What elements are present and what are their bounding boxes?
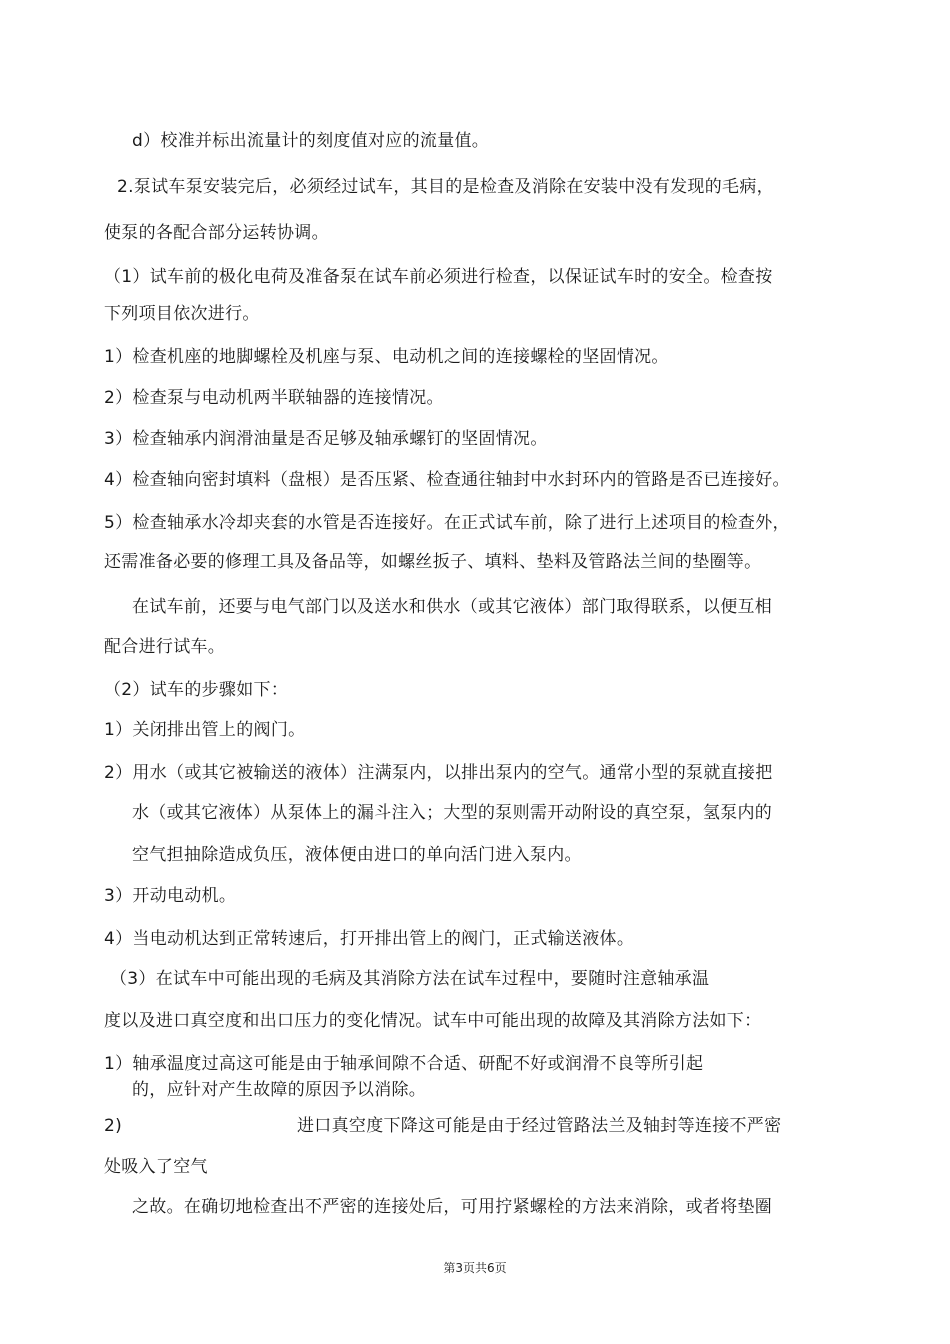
text-line: 空气担抽除造成负压，液体便由进口的单向活门进入泵内。 — [132, 845, 582, 865]
text-line: 1）轴承温度过高这可能是由于轴承间隙不合适、研配不好或润滑不良等所引起 — [104, 1054, 704, 1074]
text-line: 处吸入了空气 — [104, 1157, 208, 1177]
text-line: 水（或其它液体）从泵体上的漏斗注入；大型的泵则需开动附设的真空泵，氢泵内的 — [132, 803, 773, 823]
text-line: （3）在试车中可能出现的毛病及其消除方法在试车过程中，要随时注意轴承温 — [110, 969, 710, 989]
text-line: 使泵的各配合部分运转协调。 — [104, 223, 329, 243]
text-line: 1）关闭排出管上的阀门。 — [104, 720, 306, 740]
text-line: 2) — [104, 1116, 123, 1136]
text-line: 5）检查轴承水冷却夹套的水管是否连接好。在正式试车前，除了进行上述项目的检查外， — [104, 513, 790, 533]
text-line: 2）检查泵与电动机两半联轴器的连接情况。 — [104, 388, 444, 408]
text-line: 之故。在确切地检查出不严密的连接处后，可用拧紧螺栓的方法来消除，或者将垫圈 — [132, 1197, 773, 1217]
text-line: 下列项目依次进行。 — [104, 304, 260, 324]
text-line: 的，应针对产生故障的原因予以消除。 — [132, 1080, 427, 1100]
text-line: 在试车前，还要与电气部门以及送水和供水（或其它液体）部门取得联系，以便互相 — [132, 597, 773, 617]
text-line: 还需准备必要的修理工具及备品等，如螺丝扳子、填料、垫料及管路法兰间的垫圈等。 — [104, 552, 762, 572]
text-line: 度以及进口真空度和出口压力的变化情况。试车中可能出现的故障及其消除方法如下： — [104, 1011, 762, 1031]
text-line: 2）用水（或其它被输送的液体）注满泵内，以排出泵内的空气。通常小型的泵就直接把 — [104, 763, 773, 783]
text-line: 3）开动电动机。 — [104, 886, 237, 906]
text-line: 配合进行试车。 — [104, 637, 226, 657]
text-line: （2）试车的步骤如下： — [104, 680, 289, 700]
page-footer: 第3页共6页 — [443, 1261, 507, 1275]
text-line: （1）试车前的极化电荷及准备泵在试车前必须进行检查，以保证试车时的安全。检查按 — [104, 267, 773, 287]
text-line: d）校准并标出流量计的刻度值对应的流量值。 — [132, 131, 490, 151]
text-line: 1）检查机座的地脚螺栓及机座与泵、电动机之间的连接螺栓的坚固情况。 — [104, 347, 669, 367]
text-line: 进口真空度下降这可能是由于经过管路法兰及轴封等连接不严密 — [297, 1116, 782, 1136]
text-line: 2.泵试车泵安装完后，必须经过试车，其目的是检查及消除在安装中没有发现的毛病， — [117, 177, 774, 197]
text-line: 3）检查轴承内润滑油量是否足够及轴承螺钉的坚固情况。 — [104, 429, 548, 449]
text-line: 4）检查轴向密封填料（盘根）是否压紧、检查通往轴封中水封环内的管路是否已连接好。 — [104, 470, 790, 490]
text-line: 4）当电动机达到正常转速后，打开排出管上的阀门，正式输送液体。 — [104, 929, 635, 949]
